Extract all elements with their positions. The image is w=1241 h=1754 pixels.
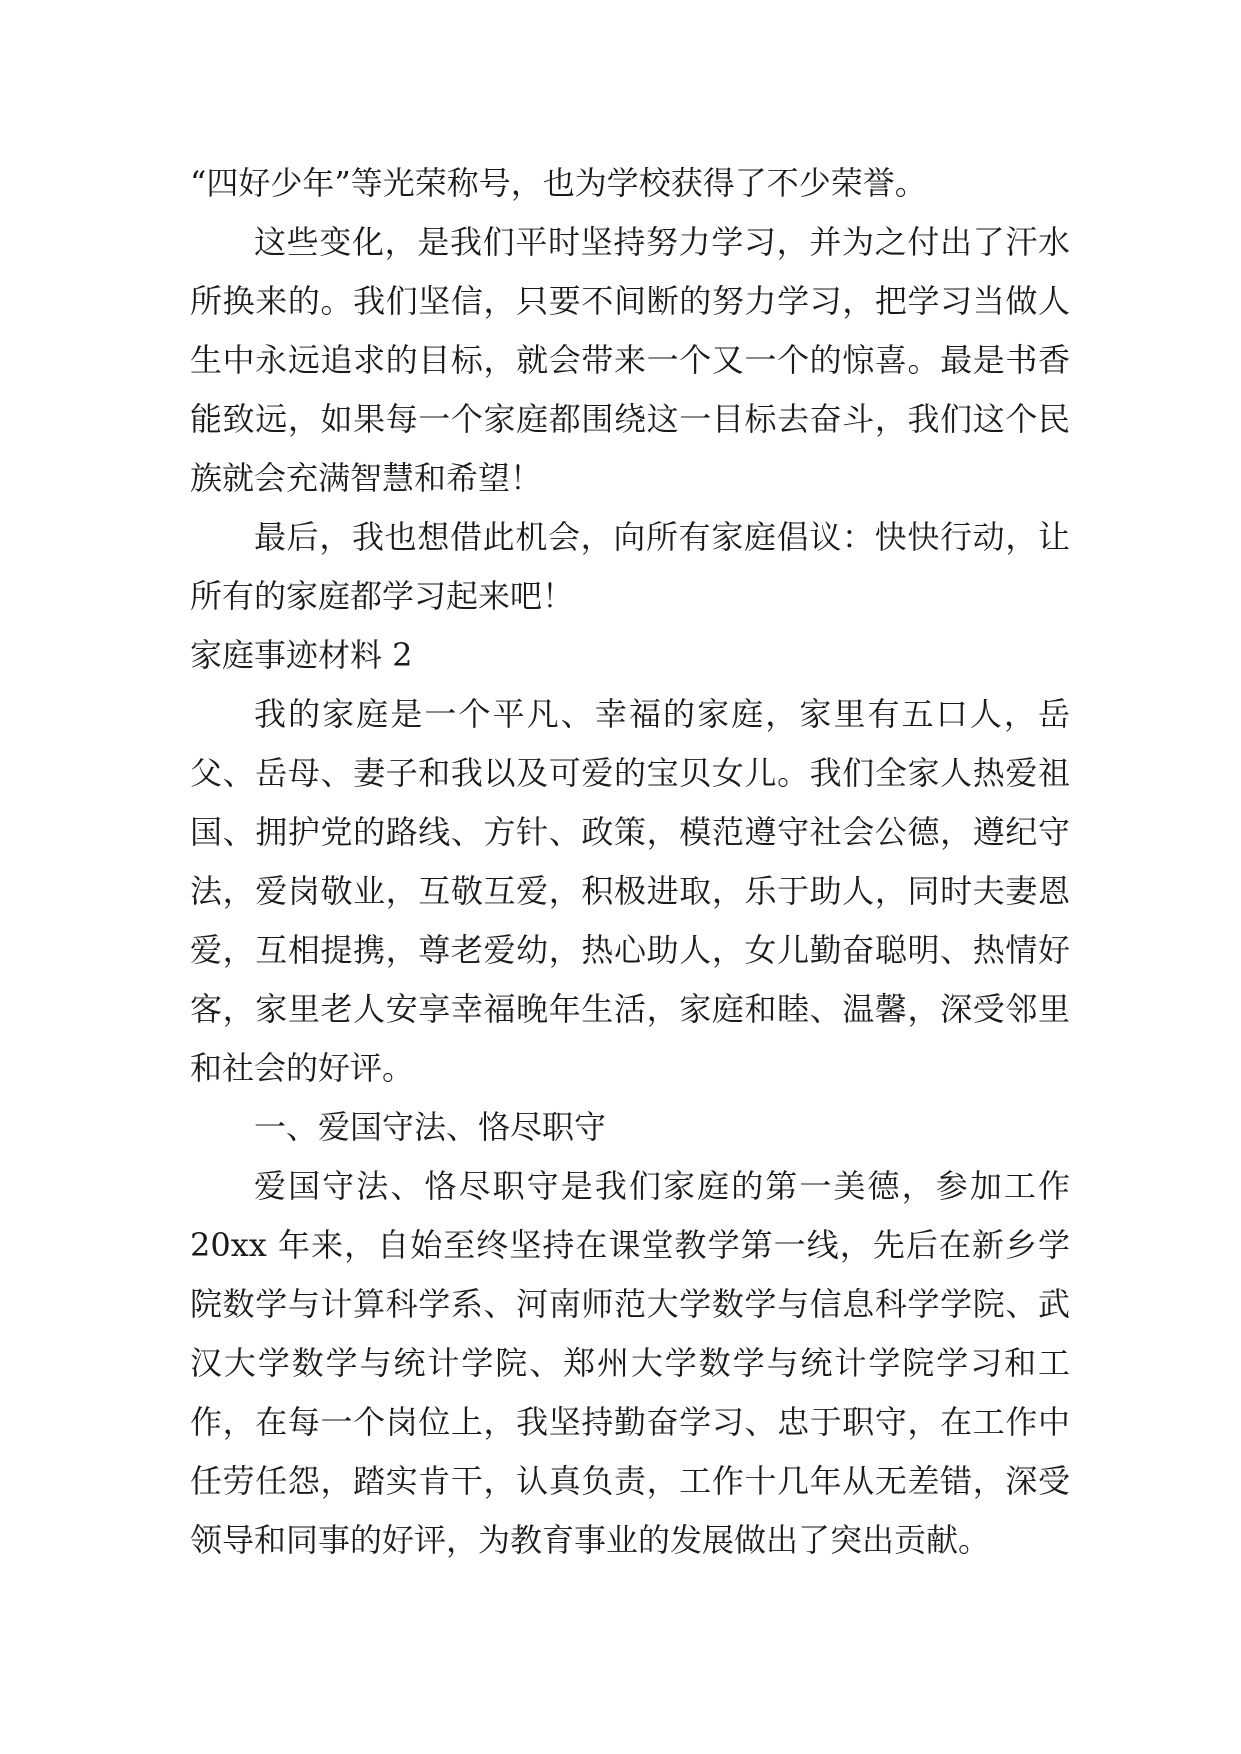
paragraph-family-intro: 我的家庭是一个平凡、幸福的家庭，家里有五口人，岳父、岳母、妻子和我以及可爱的宝贝女儿。我们全家人热爱祖国、拥护党的路线、方针、政策，模范遵守社会公德，遵纪守法，爱岗敬业，互敬互爱，积极进取，乐于助人，同时夫妻恩爱，互相提携，尊老爱幼，热心助人，女儿勤奋聪明、热情好客，家里老人安享幸福晚年生活，家庭和睦、温馨，深受邻里和社会的好评。 [190, 695, 1070, 1087]
subheading: 一、爱国守法、恪尽职守 [254, 1108, 607, 1146]
document-body [190, 154, 1070, 1570]
paragraph-changes: 这些变化，是我们平时坚持努力学习，并为之付出了汗水所换来的。我们坚信，只要不间断的努力学习，把学习当做人生中永远追求的目标，就会带来一个又一个的惊喜。最是书香能致远，如果每一个家庭都围绕这一目标去奋斗，我们这个民族就会充满智慧和希望！ [190, 223, 1070, 497]
paragraph-closing-appeal: 最后，我也想借此机会，向所有家庭倡议：快快行动，让所有的家庭都学习起来吧！ [190, 518, 1070, 615]
paragraph-work-record: 爱国守法、恪尽职守是我们家庭的第一美德，参加工作 20xx 年来，自始至终坚持在课堂教学第一线，先后在新乡学院数学与计算科学系、河南师范大学数学与信息科学学院、武汉大学数学与统计学院、郑州大学数学与统计学院学习和工作，在每一个岗位上，我坚持勤奋学习、忠于职守，在工作中任劳任怨，踏实肯干，认真负责，工作十几年从无差错，深受领导和同事的好评，为教育事业的发展做出了突出贡献。 [190, 1167, 1070, 1559]
paragraph-continuation: “四好少年”等光荣称号，也为学校获得了不少荣誉。 [190, 164, 927, 202]
section-title: 家庭事迹材料 2 [190, 636, 413, 674]
